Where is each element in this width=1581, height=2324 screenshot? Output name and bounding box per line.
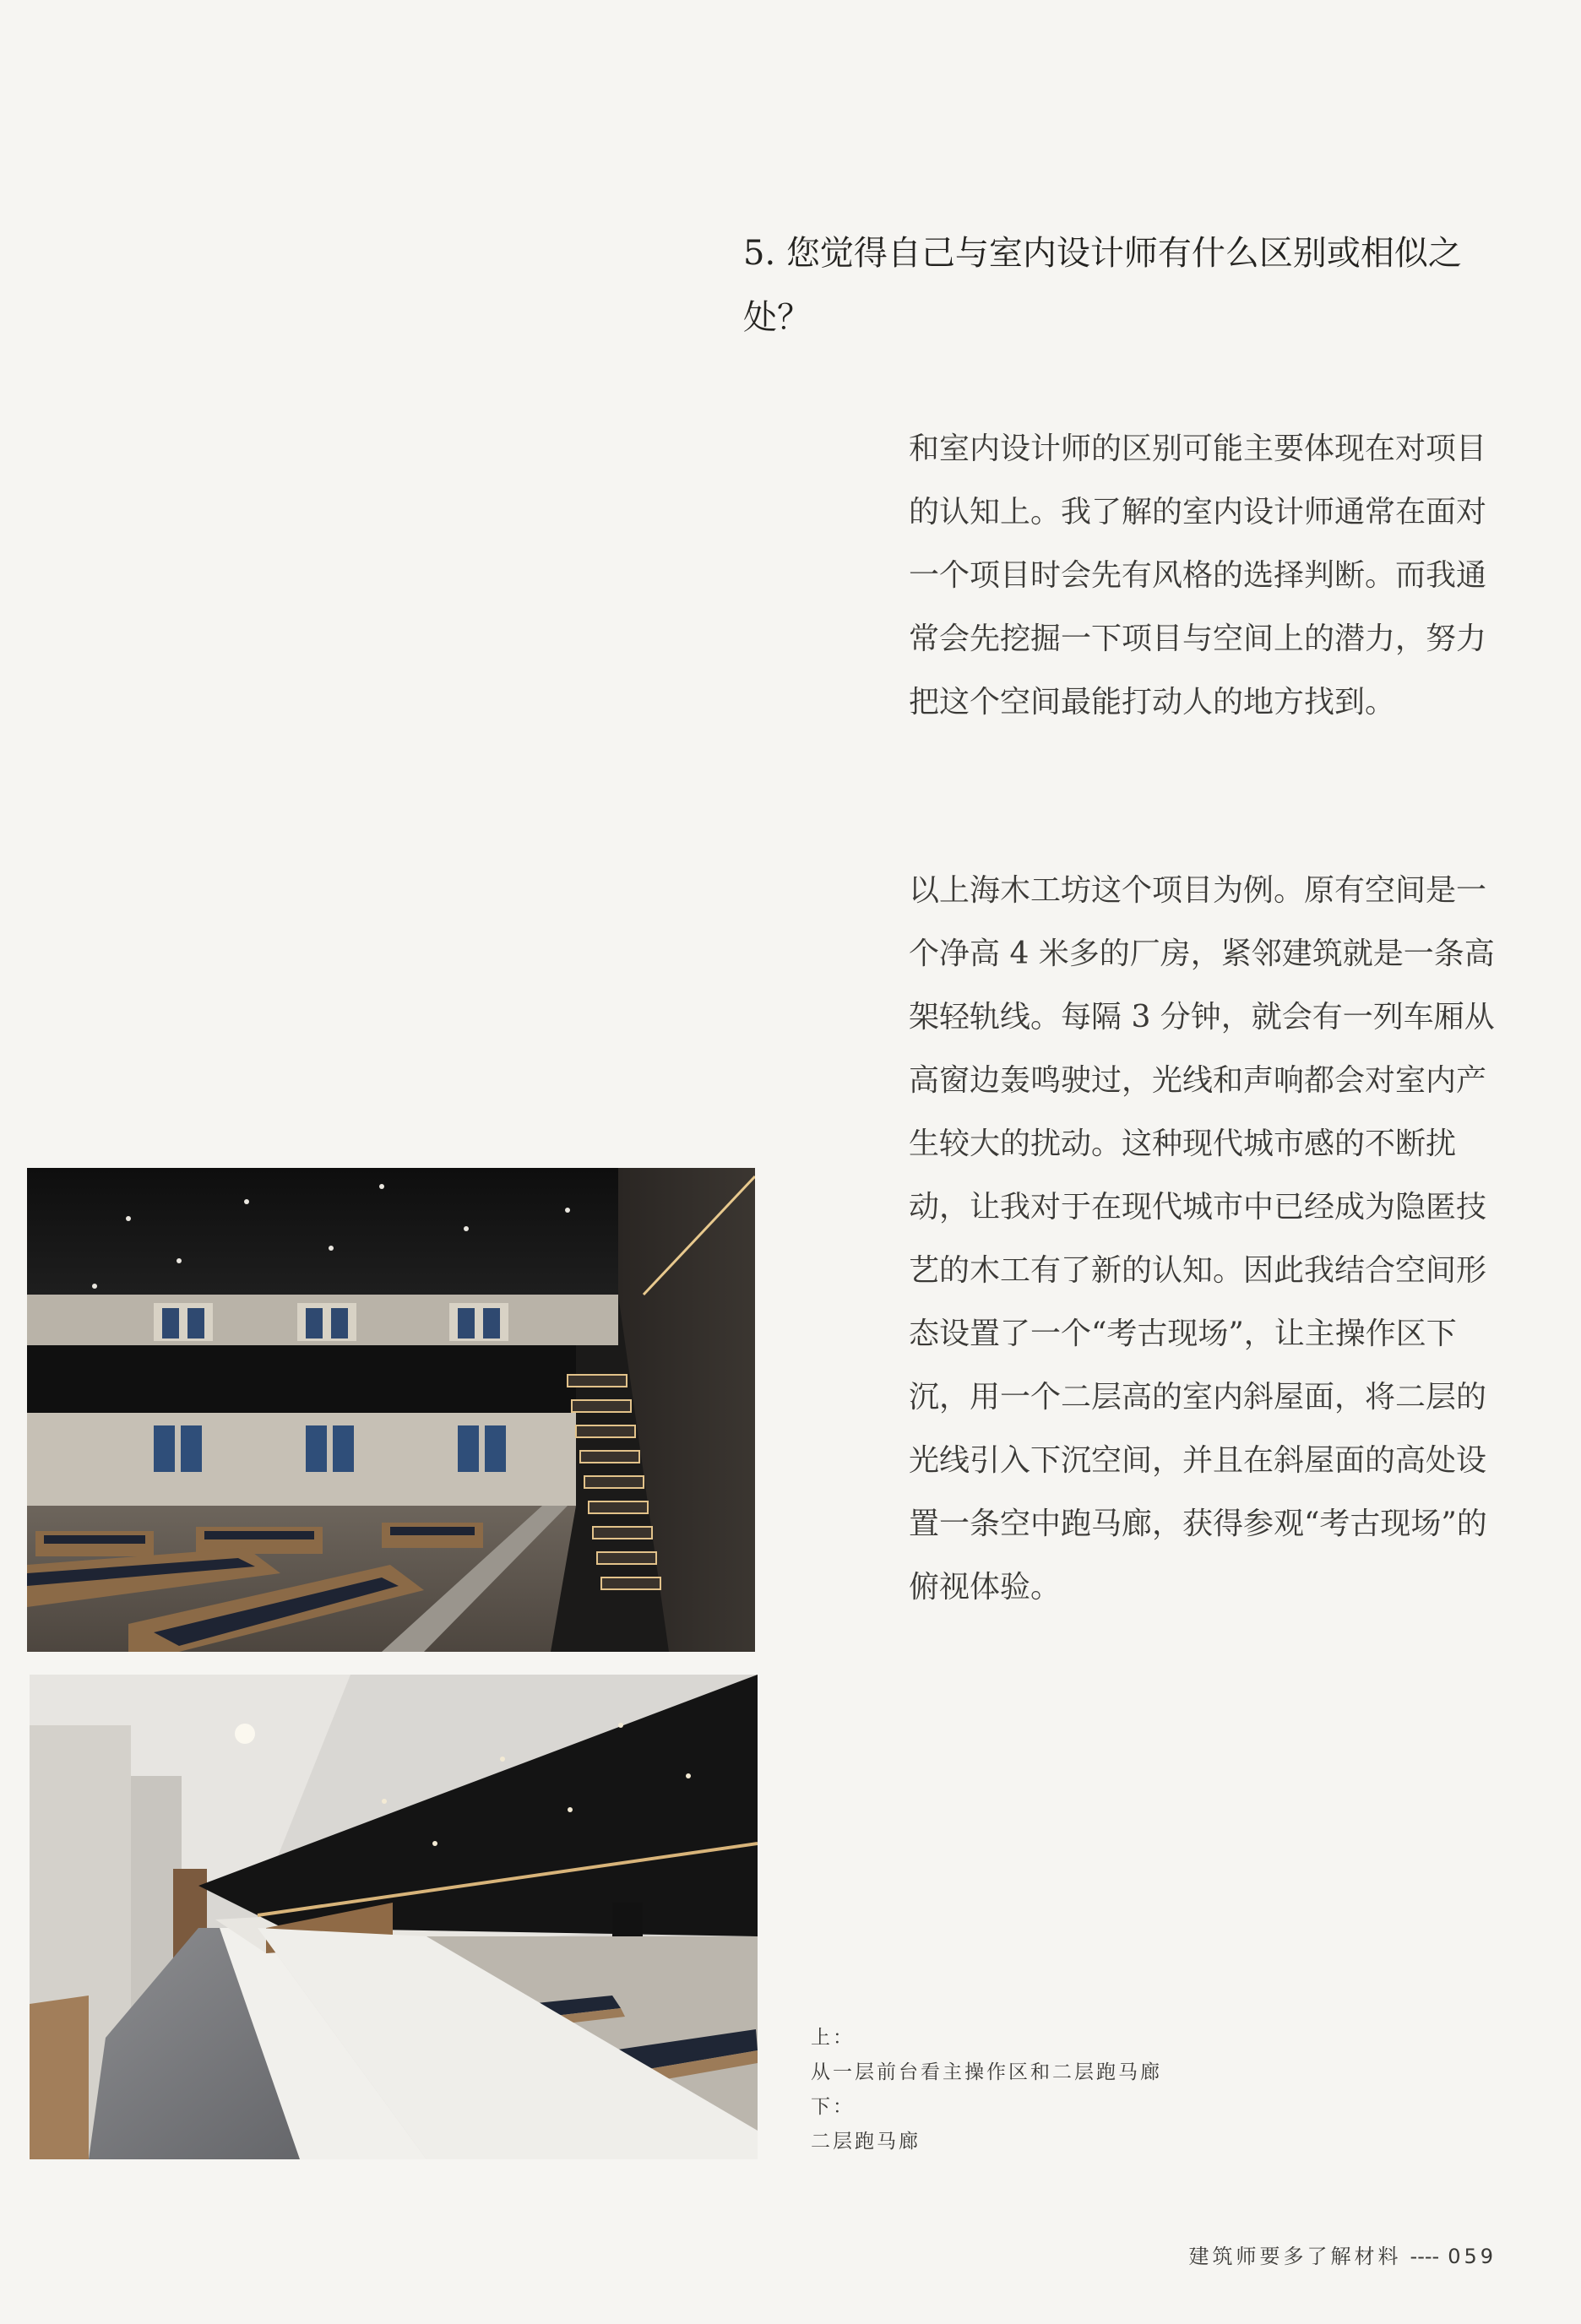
caption-top-text: 从一层前台看主操作区和二层跑马廊 (811, 2061, 1162, 2083)
question-heading: 5. 您觉得自己与室内设计师有什么区别或相似之处？ (743, 234, 1462, 337)
photo-main-workshop (27, 1168, 755, 1652)
caption-bottom-text: 二层跑马廊 (811, 2131, 921, 2153)
photo-second-floor-gallery (30, 1675, 758, 2159)
page-footer (1189, 2240, 1497, 2269)
caption-bottom-label: 下： (811, 2096, 855, 2118)
caption-top-label: 上： (811, 2027, 855, 2049)
answer-paragraph-2: 以上海木工坊这个项目为例。原有空间是一个净高 4 米多的厂房，紧邻建筑就是一条高架轻轨线。每隔 3 分钟，就会有一列车厢从高窗边轰鸣驶过，光线和声响都会对室内产生较大的扰动。这种现代城市感的不断扰动，让我对于在现代城市中已经成为隐匿技艺的木工有了新的认知。因此我结合空间形态设置了一个“考古现场”，让主操作区下沉，用一个二层高的室内斜屋面，将二层的光线引入下沉空间，并且在斜屋面的高处设置一条空中跑马廊，获得参观“考古现场”的俯视体验。 (909, 873, 1495, 1605)
answer-paragraph-1: 和室内设计师的区别可能主要体现在对项目的认知上。我了解的室内设计师通常在面对一个项目时会先有风格的选择判断。而我通常会先挖掘一下项目与空间上的潜力，努力把这个空间最能打动人的地方找到。 (909, 432, 1487, 719)
page-number: 059 (1448, 2245, 1497, 2268)
photo-caption (811, 2021, 1318, 2159)
footer-book-title: 建筑师要多了解材料 (1188, 2245, 1402, 2268)
photo-second-floor-gallery-illustration (30, 1675, 758, 2159)
photo-main-workshop-illustration (27, 1168, 755, 1652)
footer-separator: ---- (1410, 2245, 1440, 2268)
